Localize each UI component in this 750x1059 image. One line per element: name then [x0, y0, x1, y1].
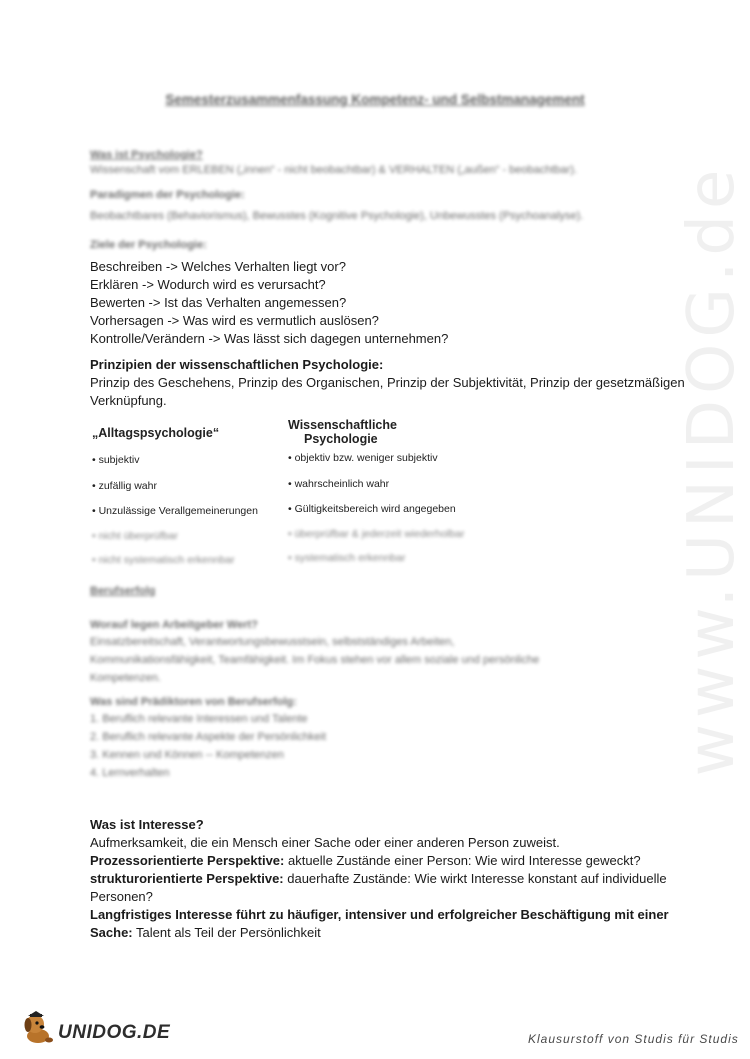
logo-text: UNIDOG.DE: [58, 1022, 171, 1043]
struktur-line-2: Personen?: [90, 889, 153, 904]
list-item: Erklären -> Wodurch wird es verursacht?: [90, 277, 326, 292]
langfristig-text: Talent als Teil der Persönlichkeit: [132, 925, 321, 940]
ziele-heading-wrap: [90, 238, 660, 253]
berufserfolg-section: [90, 584, 660, 782]
langfristig-line-1: Langfristiges Interesse führt zu häufiger, intensiver und erfolgreicher Beschäftigung mit einer: [90, 907, 669, 922]
list-item: Vorhersagen -> Was wird es vermutlich auslösen?: [90, 313, 379, 328]
list-item: 1. Beruflich relevante Interessen und Talente: [90, 713, 308, 725]
comparison-right-item: • systematisch erkennbar: [288, 552, 406, 564]
psychologie-heading: Was ist Psychologie?: [90, 149, 203, 161]
comparison-right-header-1: Wissenschaftliche: [288, 418, 397, 432]
prozess-label: Prozessorientierte Perspektive:: [90, 853, 285, 868]
interesse-heading: Was ist Interesse?: [90, 817, 204, 832]
list-item: 2. Beruflich relevante Aspekte der Persönlichkeit: [90, 731, 327, 743]
langfristig-line-2: [90, 924, 680, 942]
prinzipien-line-1: Prinzip des Geschehens, Prinzip des Organischen, Prinzip der Subjektivität, Prinzip der gesetzmäßigen: [90, 375, 685, 390]
comparison-right-item: • Gültigkeitsbereich wird angegeben: [288, 503, 456, 515]
comparison-right-item: • wahrscheinlich wahr: [288, 478, 390, 490]
comparison-left-header: „Alltagspsychologie“: [92, 426, 220, 440]
comparison-right-item: • überprüfbar & jederzeit wiederholbar: [288, 528, 465, 540]
struktur-label: strukturorientierte Perspektive:: [90, 871, 284, 886]
dog-mascot-icon: [22, 1010, 58, 1046]
psychologie-intro: [90, 148, 660, 224]
interesse-definition: Aufmerksamkeit, die ein Mensch einer Sache oder einer anderen Person zuweist.: [90, 835, 560, 850]
praediktoren-heading: Was sind Prädiktoren von Berufserfolg:: [90, 696, 297, 708]
comparison-left-item: • nicht überprüfbar: [92, 530, 178, 542]
document-title: Semesterzusammenfassung Kompetenz- und Selbstmanagement: [165, 92, 585, 107]
list-item: 4. Lernverhalten: [90, 767, 170, 779]
watermark: www.UNIDOG.de: [675, 163, 749, 777]
struktur-line: [90, 870, 680, 888]
ziele-heading: Ziele der Psychologie:: [90, 239, 207, 251]
unidog-logo[interactable]: [22, 1010, 171, 1046]
langfristig-label: Sache:: [90, 925, 133, 940]
list-item: 3. Kennen und Können -- Kompetenzen: [90, 749, 284, 761]
struktur-text: dauerhafte Zustände: Wie wirkt Interesse konstant auf individuelle: [283, 871, 667, 886]
prinzipien-block: [90, 356, 685, 410]
comparison-left-item: • nicht systematisch erkennbar: [92, 554, 235, 566]
interesse-section: [90, 816, 680, 942]
prinzipien-heading: Prinzipien der wissenschaftlichen Psychologie:: [90, 357, 384, 372]
comparison-left-item: • zufällig wahr: [92, 480, 157, 492]
berufserfolg-heading: Berufserfolg: [90, 585, 156, 597]
ziele-list: [90, 258, 660, 348]
prozess-line: [90, 852, 680, 870]
comparison-right-item: • objektiv bzw. weniger subjektiv: [288, 452, 438, 464]
comparison-table: [92, 418, 572, 578]
footer-tagline: Klausurstoff von Studis für Studis: [528, 1032, 739, 1046]
arbeitgeber-line: Einsatzbereitschaft, Verantwortungsbewusstsein, selbstständiges Arbeiten,: [90, 636, 455, 648]
paradigmen-heading: Paradigmen der Psychologie:: [90, 189, 245, 201]
arbeitgeber-line: Kommunikationsfähigkeit, Teamfähigkeit. Im Fokus stehen vor allem soziale und persönliche: [90, 654, 540, 666]
list-item: Kontrolle/Verändern -> Was lässt sich dagegen unternehmen?: [90, 331, 449, 346]
prozess-text: aktuelle Zustände einer Person: Wie wird Interesse geweckt?: [284, 853, 641, 868]
comparison-right-header-2: Psychologie: [304, 432, 378, 446]
psychologie-definition: Wissenschaft vom ERLEBEN („innen“ - nicht beobachtbar) & VERHALTEN („außen“ - beobachtbar).: [90, 164, 578, 176]
list-item: Bewerten -> Ist das Verhalten angemessen?: [90, 295, 347, 310]
comparison-left-item: • Unzulässige Verallgemeinerungen: [92, 505, 258, 517]
comparison-left-item: • subjektiv: [92, 454, 140, 466]
arbeitgeber-heading: Worauf legen Arbeitgeber Wert?: [90, 619, 258, 631]
arbeitgeber-line: Kompetenzen.: [90, 672, 161, 684]
paradigmen-text: Beobachtbares (Behaviorismus), Bewusstes (Kognitive Psychologie), Unbewusstes (Psychoanalyse).: [90, 210, 584, 222]
list-item: Beschreiben -> Welches Verhalten liegt vor?: [90, 259, 346, 274]
prinzipien-line-2: Verknüpfung.: [90, 393, 167, 408]
